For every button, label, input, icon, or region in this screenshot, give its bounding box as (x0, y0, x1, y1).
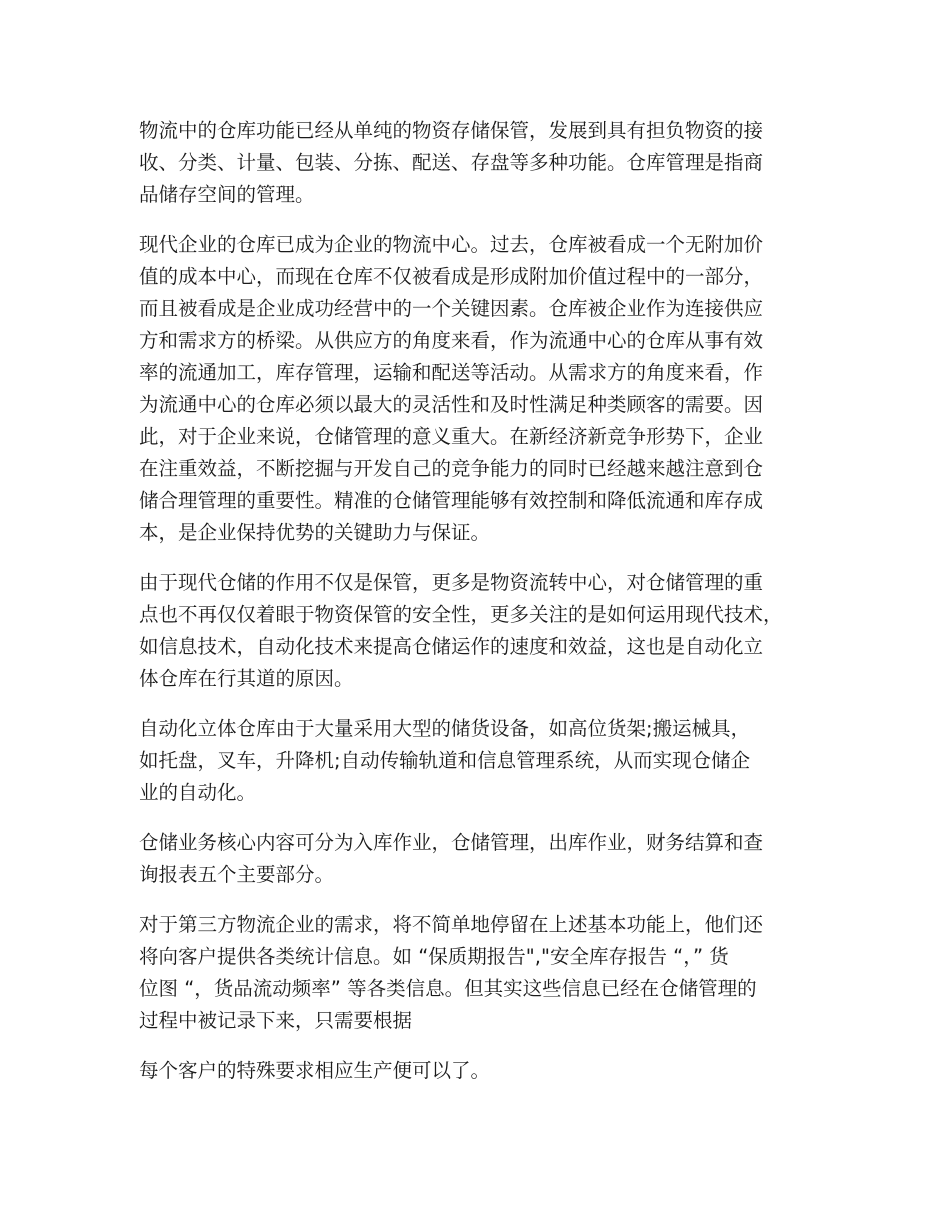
text-line: 自动化立体仓库由于大量采用大型的储货设备，如高位货架;搬运械具， (139, 717, 751, 740)
text-line: 如信息技术，自动化技术来提高仓储运作的速度和效益，这也是自动化立 (139, 635, 764, 658)
text-line: 本，是企业保持优势的关键助力与保证。 (139, 521, 491, 544)
paragraph-1 (139, 115, 829, 211)
paragraph-6 (139, 909, 829, 1037)
text-line: 过程中被记录下来，只需要根据 (139, 1009, 413, 1032)
text-line: 体仓库在行其道的原因。 (139, 667, 354, 690)
paragraph-4 (139, 713, 829, 809)
text-line: 点也不再仅仅着眼于物资保管的安全性，更多关注的是如何运用现代技术， (139, 603, 783, 626)
text-line: 业的自动化。 (139, 781, 257, 804)
paragraph-7 (139, 1055, 829, 1087)
text-line: 将向客户提供各类统计信息。如 “保质期报告","安全库存报告 “，” 货 (139, 945, 729, 968)
paragraph-2 (139, 229, 829, 549)
text-line: 由于现代仓储的作用不仅是保管，更多是物资流转中心，对仓储管理的重 (139, 571, 764, 594)
text-line: 对于第三方物流企业的需求，将不简单地停留在上述基本功能上，他们还 (139, 913, 764, 936)
text-line: 现代企业的仓库已成为企业的物流中心。过去，仓库被看成一个无附加价 (139, 233, 764, 256)
text-line: 在注重效益，不断挖掘与开发自己的竞争能力的同时已经越来越注意到仓 (139, 457, 764, 480)
text-line: 品储存空间的管理。 (139, 183, 315, 206)
text-line: 储合理管理的重要性。精准的仓储管理能够有效控制和降低流通和库存成 (139, 489, 764, 512)
text-line: 此，对于企业来说，仓储管理的意义重大。在新经济新竞争形势下，企业 (139, 425, 764, 448)
text-line: 收、分类、计量、包装、分拣、配送、存盘等多种功能。仓库管理是指商 (139, 151, 764, 174)
text-line: 率的流通加工，库存管理，运输和配送等活动。从需求方的角度来看，作 (139, 361, 764, 384)
text-line: 仓储业务核心内容可分为入库作业，仓储管理，出库作业，财务结算和查 (139, 831, 764, 854)
text-line: 物流中的仓库功能已经从单纯的物资存储保管，发展到具有担负物资的接 (139, 119, 764, 142)
document-body (139, 115, 829, 1105)
text-line: 为流通中心的仓库必须以最大的灵活性和及时性满足种类顾客的需要。因 (139, 393, 764, 416)
text-line: 如托盘，叉车，升降机;自动传输轨道和信息管理系统，从而实现仓储企 (139, 749, 751, 772)
paragraph-5 (139, 827, 829, 891)
text-line: 而且被看成是企业成功经营中的一个关键因素。仓库被企业作为连接供应 (139, 297, 764, 320)
text-line: 位图 “，货品流动频率” 等各类信息。但其实这些信息已经在仓储管理的 (139, 977, 757, 1000)
text-line: 询报表五个主要部分。 (139, 863, 335, 886)
text-line: 方和需求方的桥梁。从供应方的角度来看，作为流通中心的仓库从事有效 (139, 329, 764, 352)
paragraph-3 (139, 567, 829, 695)
text-line: 每个客户的特殊要求相应生产便可以了。 (139, 1059, 491, 1082)
text-line: 值的成本中心，而现在仓库不仅被看成是形成附加价值过程中的一部分， (139, 265, 764, 288)
